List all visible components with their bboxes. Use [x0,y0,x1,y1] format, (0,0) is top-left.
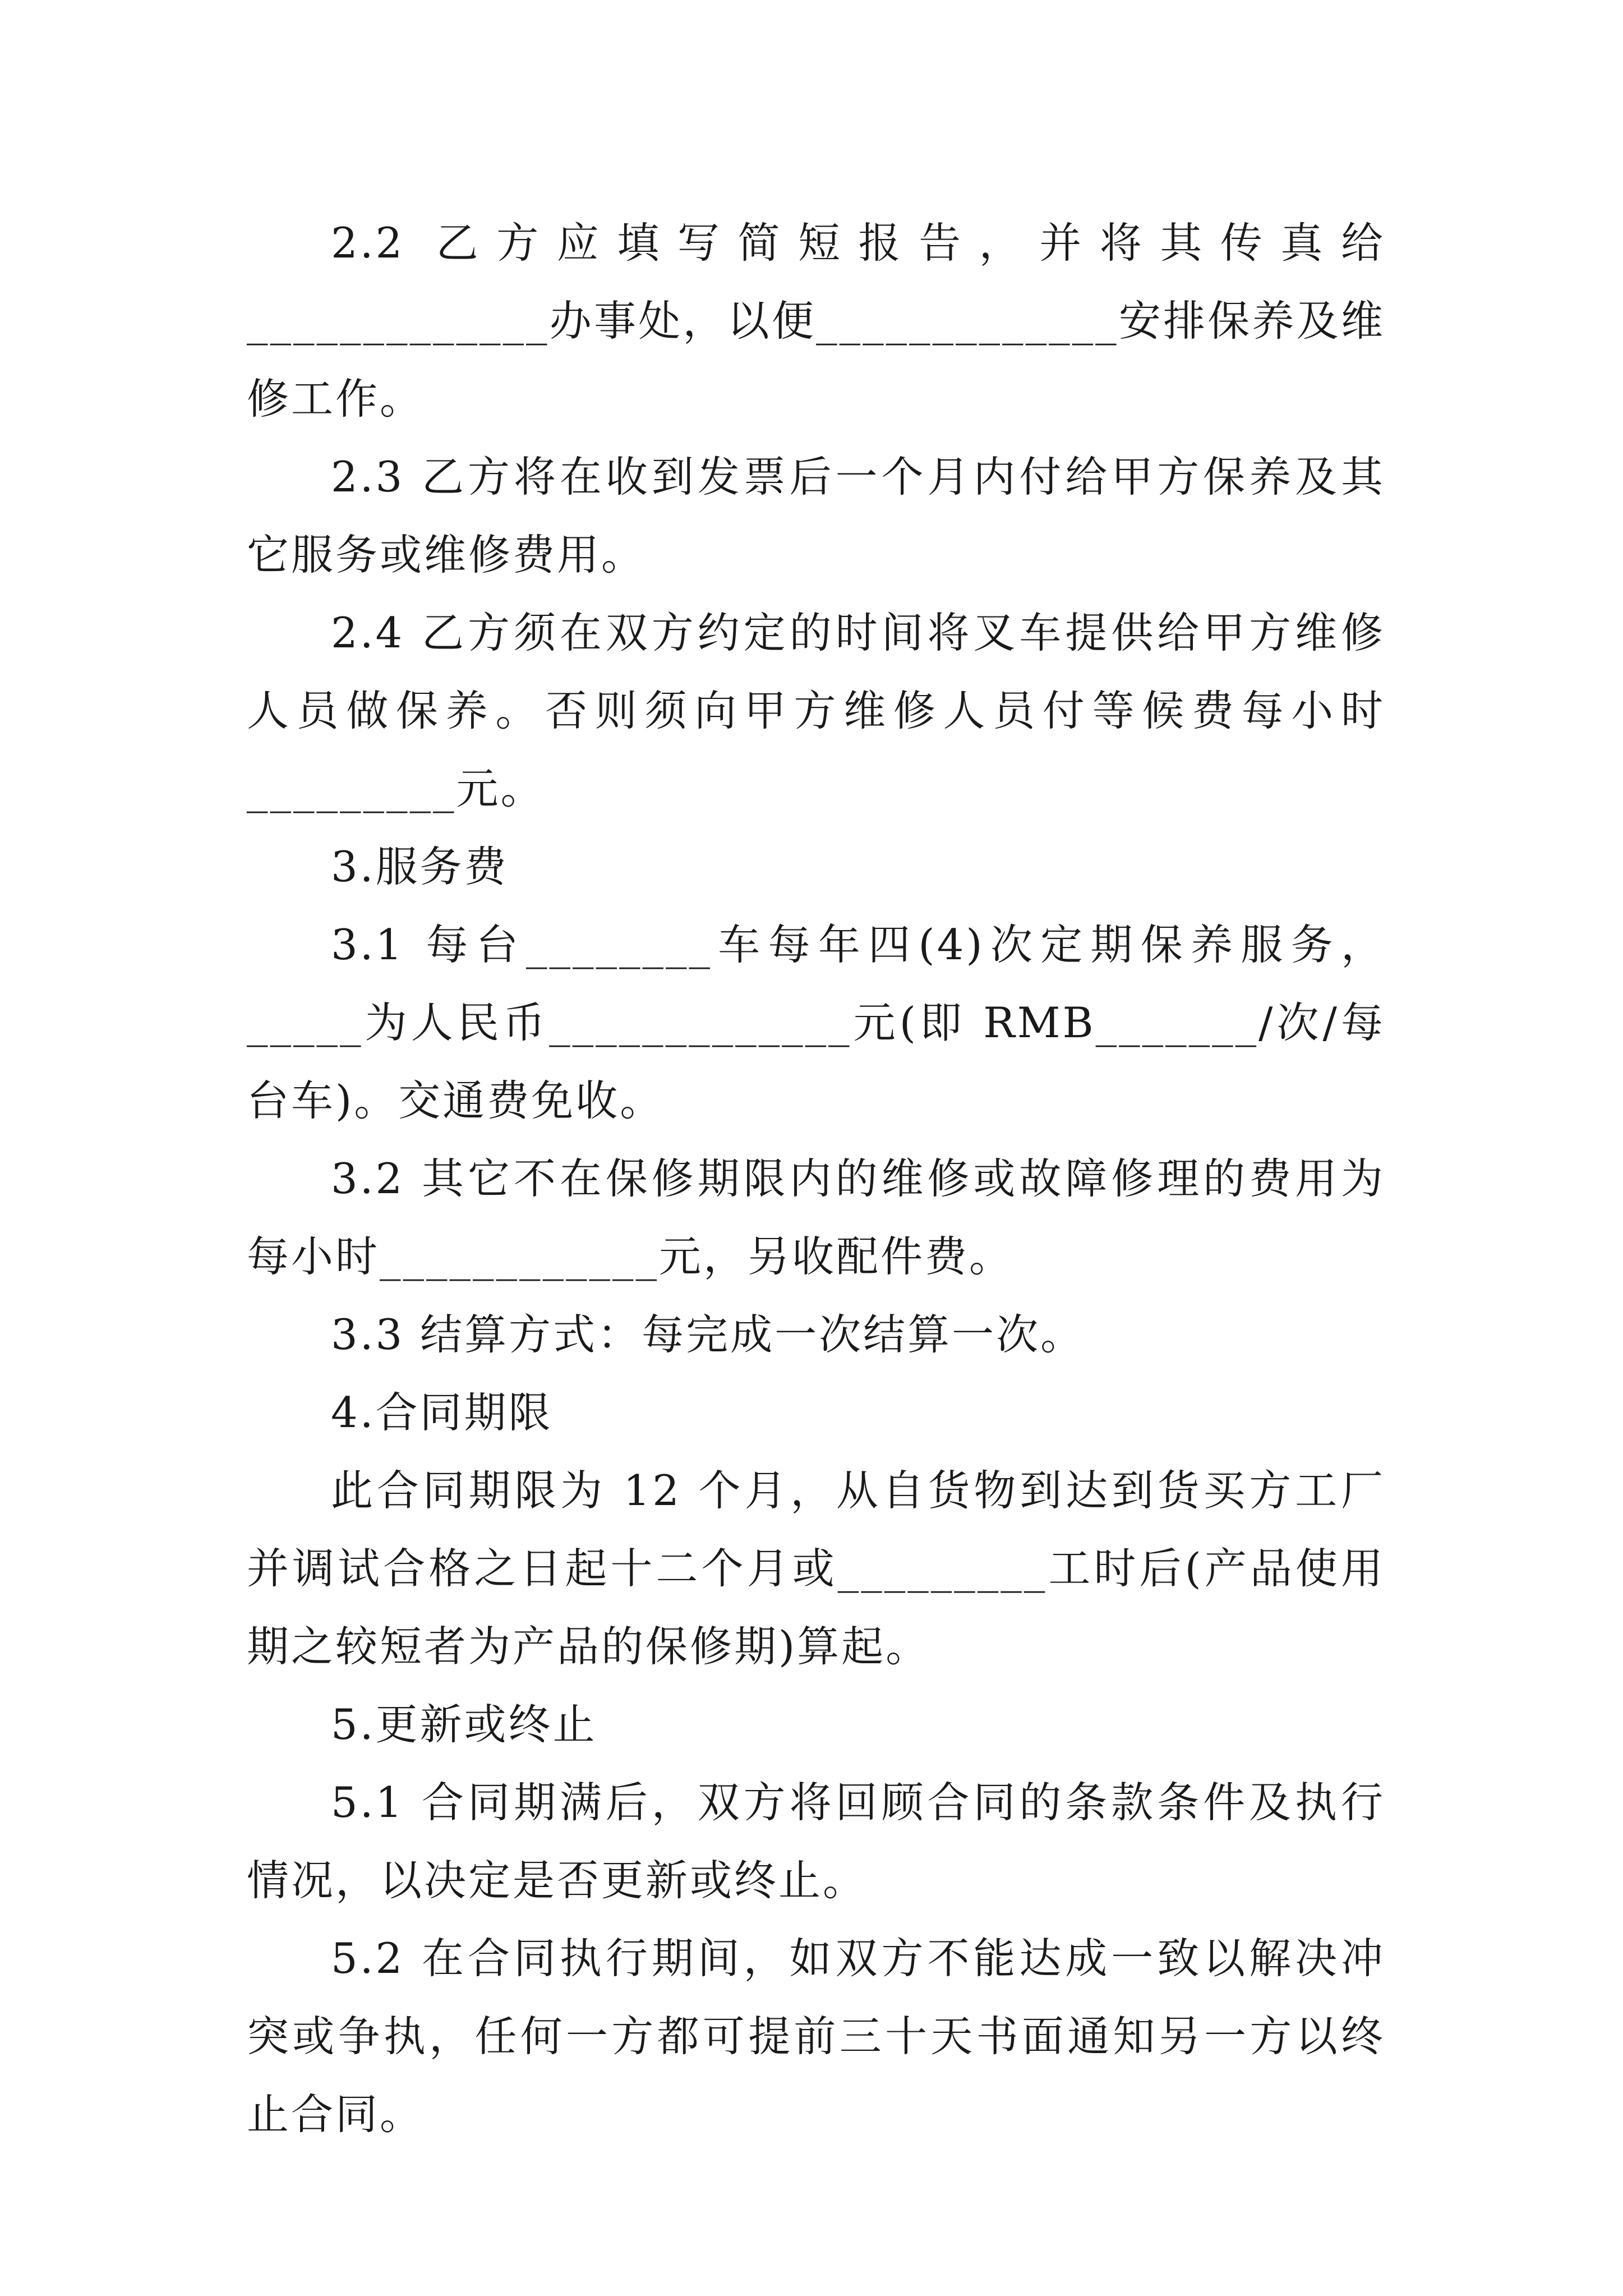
clause-3-1: 3.1 每台________车每年四(4)次定期保养服务，_____为人民币_____________元(即 RMB_______/次/每台车)。交通费免收。 [247,920,1385,1125]
section-heading-contract-term: 4.合同期限 [331,1388,553,1437]
clause-2-3: 2.3 乙方将在收到发票后一个月内付给甲方保养及其它服务或维修费用。 [247,452,1385,579]
clause-4-body: 此合同期限为 12 个月，从自货物到达到货买方工厂并调试合格之日起十二个月或_________工时后(产品使用期之较短者为产品的保修期)算起。 [247,1466,1385,1671]
section-heading-service-fee: 3.服务费 [331,842,509,891]
contract-text [247,204,1385,2154]
clause-3-2: 3.2 其它不在保修期限内的维修或故障修理的费用为每小时____________元，另收配件费。 [247,1154,1385,1281]
clause-5-2: 5.2 在合同执行期间，如双方不能达成一致以解决冲突或争执，任何一方都可提前三十天书面通知另一方以终止合同。 [247,1934,1385,2139]
clause-2-2: 2.2 乙方应填写简短报告，并将其传真给_____________办事处，以便_____________安排保养及维修工作。 [247,218,1385,424]
section-heading-renewal-termination: 5.更新或终止 [331,1700,597,1749]
clause-5-1: 5.1 合同期满后，双方将回顾合同的条款条件及执行情况，以决定是否更新或终止。 [247,1778,1385,1905]
clause-2-4: 2.4 乙方须在双方约定的时间将叉车提供给甲方维修人员做保养。否则须向甲方维修人员付等候费每小时_________元。 [247,608,1385,813]
clause-3-3: 3.3 结算方式：每完成一次结算一次。 [331,1310,1085,1359]
